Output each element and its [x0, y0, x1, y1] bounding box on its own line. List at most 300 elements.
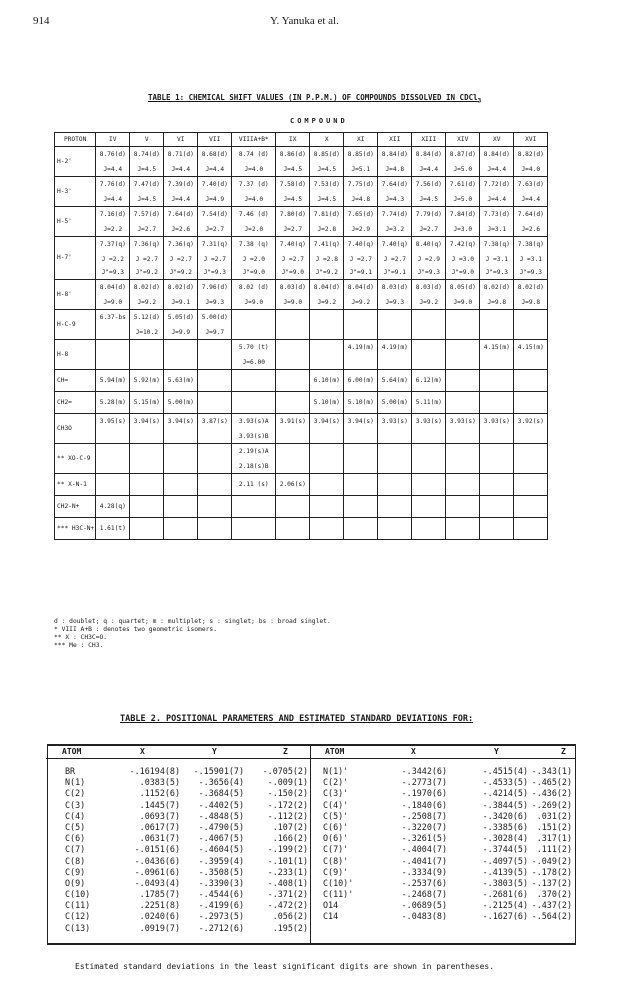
t1-value-cell [378, 326, 412, 340]
t2-cell: -.3744(5) [482, 844, 528, 855]
t2-cell: .056(2) [272, 911, 308, 922]
t1-value-cell [164, 356, 198, 370]
t2-cell: -.15901(7) [193, 766, 244, 776]
t1-value-cell [276, 496, 310, 518]
t1-value-cell: J =2.7 [198, 253, 232, 266]
t1-value-cell [164, 444, 198, 461]
t1-value-cell: J=9.8 [514, 296, 548, 310]
t1-row [55, 223, 548, 237]
t1-value-cell: J=10.2 [130, 326, 164, 340]
t1-value-cell [198, 340, 232, 357]
t1-col-header: XVI [514, 133, 548, 147]
t1-value-cell: 5.10(m) [310, 392, 344, 414]
t1-value-cell: 7.57(d) [130, 207, 164, 224]
t1-value-cell: 8.02(d) [130, 280, 164, 297]
t1-col-header: VI [164, 133, 198, 147]
t2-cell: .107(2) [272, 821, 308, 832]
t1-value-cell: J=2.7 [130, 223, 164, 237]
t2-cell: C(10) [65, 889, 91, 900]
t1-value-cell [310, 326, 344, 340]
t1-value-cell: 3.92(s) [514, 414, 548, 431]
t2-cell: -.3420(6) [482, 810, 528, 821]
t1-proton-cell: H-2' [55, 147, 96, 177]
t2-cell: -.408(1) [267, 877, 308, 888]
t1-row [55, 147, 548, 164]
t2-left-atom-col [65, 766, 90, 934]
t2-cell: -.4790(5) [198, 821, 244, 832]
t1-value-cell: 8.84(d) [378, 147, 412, 164]
t2-cell: C(6) [65, 833, 86, 844]
t1-row [55, 460, 548, 474]
t1-value-cell [514, 474, 548, 496]
t2-cell: .370(2) [536, 889, 572, 900]
t1-value-cell [412, 474, 446, 496]
t1-value-cell: 8.02(d) [480, 280, 514, 297]
t1-value-cell [310, 496, 344, 518]
t2-cell: -.178(2) [531, 866, 572, 877]
t1-value-cell: J"=9.0 [276, 266, 310, 280]
t1-value-cell [96, 326, 130, 340]
t2-cell: C(7)' [323, 844, 349, 855]
t1-value-cell: 7.72(d) [480, 177, 514, 194]
t2-cell: -.3442(6) [401, 766, 447, 776]
t1-value-cell [446, 392, 480, 414]
t1-value-cell: J =2.2 [96, 253, 130, 266]
t1-value-cell: J=4.4 [96, 193, 130, 207]
t1-row [55, 310, 548, 327]
t1-col-header: VII [198, 133, 232, 147]
table2-title: TABLE 2. POSITIONAL PARAMETERS AND ESTIMATED STANDARD DEVIATIONS FOR: [120, 714, 474, 724]
t1-value-cell: J=6.00 [232, 356, 276, 370]
t2-cell: -.3684(5) [198, 788, 244, 799]
t1-col-header: IX [276, 133, 310, 147]
t2-left-y-col [180, 766, 244, 934]
t1-value-cell: 8.04(d) [310, 280, 344, 297]
t1-value-cell: 5.92(m) [130, 370, 164, 392]
t1-value-cell [412, 326, 446, 340]
t1-value-cell [96, 474, 130, 496]
t1-col-header: XIV [446, 133, 480, 147]
t1-row [55, 280, 548, 297]
t1-value-cell: J =2.7 [378, 253, 412, 266]
t1-value-cell [480, 326, 514, 340]
t1-value-cell [514, 444, 548, 461]
t1-value-cell [130, 430, 164, 444]
t1-value-cell [412, 496, 446, 518]
t1-value-cell [310, 356, 344, 370]
t1-value-cell: J=4.4 [164, 163, 198, 177]
t1-col-header: V [130, 133, 164, 147]
t1-value-cell [198, 460, 232, 474]
t1-value-cell [198, 444, 232, 461]
t1-value-cell: 3.91(s) [276, 414, 310, 431]
t1-value-cell: 1.61(t) [96, 518, 130, 540]
t1-value-cell [276, 310, 310, 327]
t2-cell: -.4139(5) [482, 866, 528, 877]
t1-value-cell: 8.03(d) [276, 280, 310, 297]
t1-value-cell: 6.37-bs [96, 310, 130, 327]
t1-value-cell: J=4.8 [378, 163, 412, 177]
t1-value-cell: 2.18(s)B [232, 460, 276, 474]
t2-left-x-col [110, 766, 180, 934]
t1-value-cell: J=4.4 [480, 163, 514, 177]
t1-value-cell: 6.12(m) [412, 370, 446, 392]
t2-cell: C(5)' [323, 810, 349, 821]
t1-value-cell: 5.00(d) [198, 310, 232, 327]
t1-value-cell [378, 518, 412, 540]
t2-cell: C(11)' [323, 889, 354, 900]
t1-value-cell: J=2.6 [164, 223, 198, 237]
t1-col-header: XV [480, 133, 514, 147]
t1-value-cell: J=9.2 [130, 296, 164, 310]
t1-value-cell [164, 496, 198, 518]
t2-cell: .166(2) [272, 833, 308, 844]
t2-cell: -.4097(5) [482, 855, 528, 866]
t1-value-cell: J=2.7 [198, 223, 232, 237]
table2-note: Estimated standard deviations in the least significant digits are shown in parentheses. [75, 962, 495, 971]
t2-cell: -.16194(8) [129, 766, 180, 776]
t2-cell: -.4067(5) [198, 833, 244, 844]
t2-cell: -.4004(7) [401, 844, 447, 855]
t1-value-cell: J=2.2 [96, 223, 130, 237]
t1-value-cell: 3.94(s) [130, 414, 164, 431]
t1-value-cell [480, 310, 514, 327]
t1-row [55, 518, 548, 540]
t2-cell: N(1)' [323, 766, 349, 776]
t1-value-cell: J"=9.0 [232, 266, 276, 280]
t2-cell: -.0493(4) [134, 877, 180, 888]
t2-cell: O14 [323, 900, 339, 911]
t1-value-cell [198, 392, 232, 414]
t1-value-cell: 7.16(d) [96, 207, 130, 224]
t2-cell: -.0705(2) [262, 766, 308, 776]
t1-value-cell [164, 430, 198, 444]
t1-value-cell [480, 370, 514, 392]
t1-value-cell: 3.94(s) [164, 414, 198, 431]
t1-value-cell [514, 496, 548, 518]
t1-value-cell: 8.04(d) [96, 280, 130, 297]
t1-value-cell: 5.64(m) [378, 370, 412, 392]
t1-value-cell: J"=9.3 [480, 266, 514, 280]
t1-row [55, 430, 548, 444]
t1-value-cell: J=9.0 [446, 296, 480, 310]
t1-value-cell: 5.05(d) [164, 310, 198, 327]
t1-value-cell: 7.76(d) [96, 177, 130, 194]
t2-cell: .1785(7) [139, 889, 180, 900]
t1-value-cell [198, 430, 232, 444]
t2-right-z-col [528, 766, 572, 923]
t1-value-cell [480, 518, 514, 540]
t1-value-cell [412, 340, 446, 357]
t1-value-cell: J=4.5 [130, 163, 164, 177]
t1-value-cell: 3.95(s) [96, 414, 130, 431]
t2-right-x-col [375, 766, 447, 923]
t1-value-cell [378, 444, 412, 461]
t1-value-cell: 7.37 (d) [232, 177, 276, 194]
t2-cell: -.4515(4) [482, 766, 528, 776]
t1-value-cell: 8.68(d) [198, 147, 232, 164]
t1-value-cell: J=5.0 [446, 163, 480, 177]
t1-value-cell [514, 392, 548, 414]
t2-cell: -.3508(5) [198, 866, 244, 877]
t1-value-cell [96, 444, 130, 461]
t1-value-cell: 7.38 (q) [232, 237, 276, 254]
t1-row [55, 496, 548, 518]
t1-value-cell: J"=9.1 [378, 266, 412, 280]
t2-cell: -.137(2) [531, 877, 572, 888]
compound-label: COMPOUND [290, 117, 348, 125]
t1-value-cell [130, 518, 164, 540]
t1-value-cell: 7.53(d) [310, 177, 344, 194]
t2-cell: .0383(5) [139, 777, 180, 788]
t1-footnote: * VIII A+B : denotes two geometric isomers. [54, 626, 218, 633]
t2-cell: -.3334(9) [401, 866, 447, 877]
t1-value-cell: 7.96(d) [198, 280, 232, 297]
t2-cell: -.233(1) [267, 866, 308, 877]
t1-value-cell [232, 518, 276, 540]
t1-value-cell [378, 496, 412, 518]
t1-value-cell: 7.54(d) [198, 207, 232, 224]
t1-value-cell [164, 460, 198, 474]
t1-value-cell: J=3.1 [480, 223, 514, 237]
t1-value-cell: 5.28(m) [96, 392, 130, 414]
t1-value-cell [276, 392, 310, 414]
t1-value-cell: J=4.4 [514, 193, 548, 207]
t1-value-cell: 5.15(m) [130, 392, 164, 414]
t2-cell: -.437(2) [531, 900, 572, 911]
t2-cell: .195(2) [272, 922, 308, 933]
t1-value-cell: J=4.5 [130, 193, 164, 207]
t1-value-cell [198, 356, 232, 370]
t1-value-cell: J=9.3 [198, 296, 232, 310]
t2-cell: -.150(2) [267, 788, 308, 799]
t1-value-cell: J=9.2 [310, 296, 344, 310]
t1-footnote: *** Me : CH3. [54, 642, 104, 649]
t1-value-cell [198, 474, 232, 496]
t2-header-x-left: X [140, 747, 145, 756]
t1-proton-cell: H-5' [55, 207, 96, 237]
t1-value-cell [130, 460, 164, 474]
t2-cell: -.2773(7) [401, 777, 447, 788]
t2-cell: C(3)' [323, 788, 349, 799]
t1-proton-cell: H-7' [55, 237, 96, 280]
t1-value-cell [130, 474, 164, 496]
t2-cell: -.0436(6) [134, 855, 180, 866]
t1-col-header: XI [344, 133, 378, 147]
t1-value-cell: 8.86(d) [276, 147, 310, 164]
t1-value-cell [446, 496, 480, 518]
t1-value-cell: 5.70 (t) [232, 340, 276, 357]
t2-cell: -.3656(4) [198, 777, 244, 788]
table1-header-row [55, 133, 548, 147]
t2-cell: C(12) [65, 911, 91, 922]
t1-value-cell: 7.36(q) [130, 237, 164, 254]
t1-value-cell [310, 460, 344, 474]
t1-value-cell: 2.06(s) [276, 474, 310, 496]
t1-value-cell [276, 356, 310, 370]
t1-value-cell [514, 370, 548, 392]
t1-value-cell [514, 460, 548, 474]
t1-value-cell: J=9.7 [198, 326, 232, 340]
t2-cell: -.172(2) [267, 799, 308, 810]
t1-value-cell: 3.87(s) [198, 414, 232, 431]
t1-value-cell [276, 430, 310, 444]
t1-proton-cell: CH2-N+ [55, 496, 96, 518]
t2-cell: -.465(2) [531, 777, 572, 788]
t1-value-cell [378, 460, 412, 474]
t1-value-cell: J=5.1 [344, 163, 378, 177]
t2-cell: -.4604(5) [198, 844, 244, 855]
t1-value-cell [344, 444, 378, 461]
t1-value-cell [378, 356, 412, 370]
t1-row [55, 474, 548, 496]
t1-value-cell: 7.38(q) [514, 237, 548, 254]
t1-row [55, 296, 548, 310]
t1-value-cell: J=4.5 [276, 163, 310, 177]
t1-value-cell [96, 340, 130, 357]
t1-value-cell: J =2.7 [164, 253, 198, 266]
t1-value-cell: J=4.8 [344, 193, 378, 207]
t1-value-cell: J=9.2 [344, 296, 378, 310]
t2-cell: -.3028(4) [482, 833, 528, 844]
t1-value-cell [310, 518, 344, 540]
t1-value-cell [412, 430, 446, 444]
t1-value-cell: 8.87(d) [446, 147, 480, 164]
t1-value-cell: J =2.9 [412, 253, 446, 266]
t1-value-cell [232, 496, 276, 518]
t1-value-cell [310, 474, 344, 496]
t1-value-cell: 3.93(s)B [232, 430, 276, 444]
t1-value-cell: J=4.4 [412, 163, 446, 177]
t2-cell: C(7) [65, 844, 86, 855]
t2-cell: O(9) [65, 877, 86, 888]
t1-proton-cell: H-C-9 [55, 310, 96, 340]
t2-cell: -.436(2) [531, 788, 572, 799]
t1-value-cell [276, 370, 310, 392]
t2-cell: -.4533(5) [482, 777, 528, 788]
t1-value-cell: 8.84(d) [480, 147, 514, 164]
t1-value-cell: 7.39(d) [164, 177, 198, 194]
t1-value-cell: J =3.0 [446, 253, 480, 266]
t1-value-cell [344, 356, 378, 370]
t1-value-cell: J"=9.3 [198, 266, 232, 280]
t1-value-cell: 7.40(q) [344, 237, 378, 254]
t2-cell: -.472(2) [267, 900, 308, 911]
t2-cell: .0617(7) [139, 821, 180, 832]
t1-value-cell: 3.93(s) [412, 414, 446, 431]
t1-col-header: XIII [412, 133, 446, 147]
t2-cell: .111(2) [536, 844, 572, 855]
t2-cell: C(13) [65, 922, 91, 933]
t1-value-cell [130, 340, 164, 357]
t2-cell: O(6)' [323, 833, 349, 844]
t1-value-cell: J=4.5 [412, 193, 446, 207]
t1-value-cell [446, 444, 480, 461]
t1-value-cell: J=4.5 [310, 163, 344, 177]
t1-value-cell: J"=9.3 [96, 266, 130, 280]
t2-left-z-col [250, 766, 308, 934]
t1-value-cell: J"=9.0 [446, 266, 480, 280]
t2-cell: -.3390(3) [198, 877, 244, 888]
t1-footnote: ** X : CH3C=O. [54, 634, 108, 641]
t1-value-cell [480, 496, 514, 518]
t1-value-cell: J=4.0 [232, 193, 276, 207]
t1-value-cell: 8.02(d) [514, 280, 548, 297]
t1-value-cell: 7.38(q) [480, 237, 514, 254]
t1-value-cell: 5.12(d) [130, 310, 164, 327]
t1-value-cell: 4.19(m) [378, 340, 412, 357]
t1-value-cell: 7.73(d) [480, 207, 514, 224]
t1-value-cell [164, 474, 198, 496]
t1-value-cell: J=4.0 [514, 163, 548, 177]
t1-value-cell [164, 518, 198, 540]
t2-header-y-left: Y [212, 747, 217, 756]
t2-cell: -.564(2) [531, 911, 572, 922]
t1-value-cell: 8.02 (d) [232, 280, 276, 297]
t1-value-cell: 7.75(d) [344, 177, 378, 194]
t1-row [55, 326, 548, 340]
t1-value-cell [198, 518, 232, 540]
t1-value-cell: 8.05(d) [446, 280, 480, 297]
t1-value-cell [96, 356, 130, 370]
t1-value-cell: 5.94(m) [96, 370, 130, 392]
page-number: 914 [33, 15, 50, 27]
t1-value-cell [514, 356, 548, 370]
t1-value-cell: 7.37(q) [96, 237, 130, 254]
t2-cell: .0919(7) [139, 922, 180, 933]
t1-value-cell [514, 518, 548, 540]
t1-value-cell: 7.64(d) [378, 177, 412, 194]
t1-value-cell [446, 370, 480, 392]
t1-value-cell: 7.40(q) [378, 237, 412, 254]
t1-value-cell: 6.10(m) [310, 370, 344, 392]
t1-value-cell [130, 496, 164, 518]
t1-value-cell: 7.42(q) [446, 237, 480, 254]
t1-value-cell: 8.85(d) [344, 147, 378, 164]
t1-value-cell: 7.80(d) [276, 207, 310, 224]
t1-value-cell: 3.94(s) [344, 414, 378, 431]
t1-value-cell: J=9.9 [164, 326, 198, 340]
t1-value-cell [276, 518, 310, 540]
t1-proton-cell: H-8' [55, 280, 96, 310]
t1-value-cell: 7.63(d) [514, 177, 548, 194]
t2-cell: C(11) [65, 900, 91, 911]
t2-cell: -.3959(4) [198, 855, 244, 866]
t2-cell: -.2681(6) [482, 889, 528, 900]
t1-value-cell: J =2.0 [232, 253, 276, 266]
t2-cell: -.0689(5) [401, 900, 447, 911]
t1-value-cell: 7.46 (d) [232, 207, 276, 224]
t2-cell: C(4)' [323, 799, 349, 810]
t2-cell: -.0483(8) [401, 911, 447, 922]
t1-value-cell [514, 326, 548, 340]
t1-col-header: X [310, 133, 344, 147]
t2-header-x-right: X [411, 747, 416, 756]
t2-cell: -.2468(7) [401, 889, 447, 900]
t2-cell: .317(1) [536, 833, 572, 844]
t1-value-cell [344, 430, 378, 444]
t1-value-cell: 7.61(d) [446, 177, 480, 194]
t1-value-cell [412, 356, 446, 370]
t1-value-cell [276, 326, 310, 340]
t2-header-y-right: Y [494, 747, 499, 756]
t1-value-cell [310, 340, 344, 357]
t2-cell: -.1840(6) [401, 799, 447, 810]
t1-row [55, 266, 548, 280]
t1-row [55, 163, 548, 177]
t1-row [55, 392, 548, 414]
t1-value-cell: 7.58(d) [276, 177, 310, 194]
